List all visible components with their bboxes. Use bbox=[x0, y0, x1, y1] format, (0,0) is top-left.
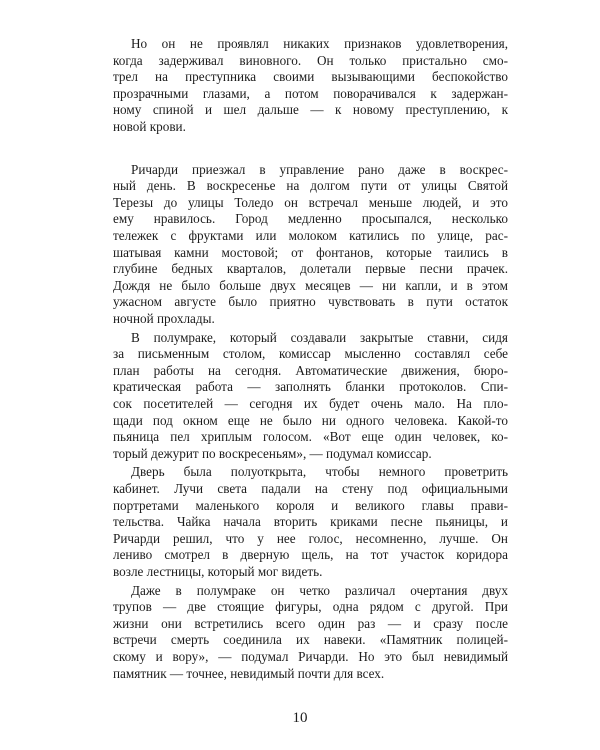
text-line: новой крови. bbox=[113, 119, 186, 134]
text-line: сок посетителей — сегодня их будет очень мало. На пло- bbox=[113, 396, 508, 411]
text-line: ночной прохлады. bbox=[113, 311, 215, 326]
text-line: план работы на сегодня. Автоматические движения, бюро- bbox=[113, 362, 508, 378]
text-line: Терезы до улицы Толедо он встречал меньше людей, и это bbox=[113, 194, 508, 210]
text-line: щади под окном еще не было ни одного человека. Какой-то bbox=[113, 412, 508, 428]
text-line: тележек с фруктами или молоком катились по улице, рас- bbox=[113, 228, 508, 243]
text-line: В полумраке, который создавали закрытые ставни, сидя bbox=[131, 329, 508, 345]
text-line: кабинет. Лучи света падали на стену под официальными bbox=[113, 481, 508, 496]
text-line: глубине бедных кварталов, долетали первые песни прачек. bbox=[113, 261, 508, 277]
text-line: Даже в полумраке он четко различал очертания двух bbox=[131, 582, 508, 598]
text-line: ному спиной и шел дальше — к новому преступлению, к bbox=[113, 102, 508, 118]
text-line: когда задерживал виновного. Он только пристально смо- bbox=[113, 52, 508, 68]
text-line: скому и вору», — подумал Ричарди. Но это был невидимый bbox=[113, 649, 508, 664]
text-line: Дождя не было больше двух месяцев — ни капли, и в этом bbox=[113, 277, 508, 293]
text-line: ужасном августе было приятно чувствовать в пути остаток bbox=[113, 294, 508, 310]
text-line: Ричарди приезжал в управление рано даже в воскрес- bbox=[131, 161, 508, 177]
text-line: портретами маленького короля и великого главы прави- bbox=[113, 497, 508, 513]
text-line: жизни они встретились всего один раз — и сразу после bbox=[113, 615, 508, 631]
text-line: за письменным столом, комиссар мысленно составлял себе bbox=[113, 346, 508, 362]
text-line: торый дежурит по воскресеньям», — подумал комиссар. bbox=[113, 445, 432, 461]
text-line: ный день. В воскресенье на долгом пути от улицы Святой bbox=[113, 178, 508, 194]
text-line: лениво смотрел в дверную щель, на тот участок коридора bbox=[113, 547, 508, 563]
text-line: тельства. Чайка начала вторить криками песне пьяницы, и bbox=[113, 514, 508, 530]
text-line: встречи смерть соединила их навеки. «Памятник полицей- bbox=[113, 632, 508, 648]
text-line: Ричарди решил, что у нее голос, несомненно, лучше. Он bbox=[113, 530, 508, 546]
text-line: кратическая работа — заполнять бланки протоколов. Спи- bbox=[113, 379, 508, 395]
text-line: Но он не проявлял никаких признаков удовлетворения, bbox=[131, 36, 508, 51]
text-line: ему нравилось. Город медленно просыпался, несколько bbox=[113, 211, 508, 227]
text-line: трел на преступника своими вызывающими беспокойство bbox=[113, 69, 508, 85]
page-number: 10 bbox=[292, 710, 308, 726]
text-line: шатывая камни мостовой; от фонтанов, которые таились в bbox=[113, 244, 508, 260]
text-line: памятник — точнее, невидимый почти для всех. bbox=[113, 665, 385, 681]
text-line: трупов — две стоящие фигуры, одна рядом с другой. При bbox=[113, 599, 508, 615]
text-line: прозрачными глазами, а потом поворачивался к задержан- bbox=[113, 85, 508, 101]
text-line: Дверь была полуоткрыта, чтобы немного проветрить bbox=[131, 464, 508, 480]
text-line: возле лестницы, который мог видеть. bbox=[113, 564, 323, 579]
text-line: пьяница пел хриплым голосом. «Вот еще один человек, ко- bbox=[113, 429, 508, 445]
